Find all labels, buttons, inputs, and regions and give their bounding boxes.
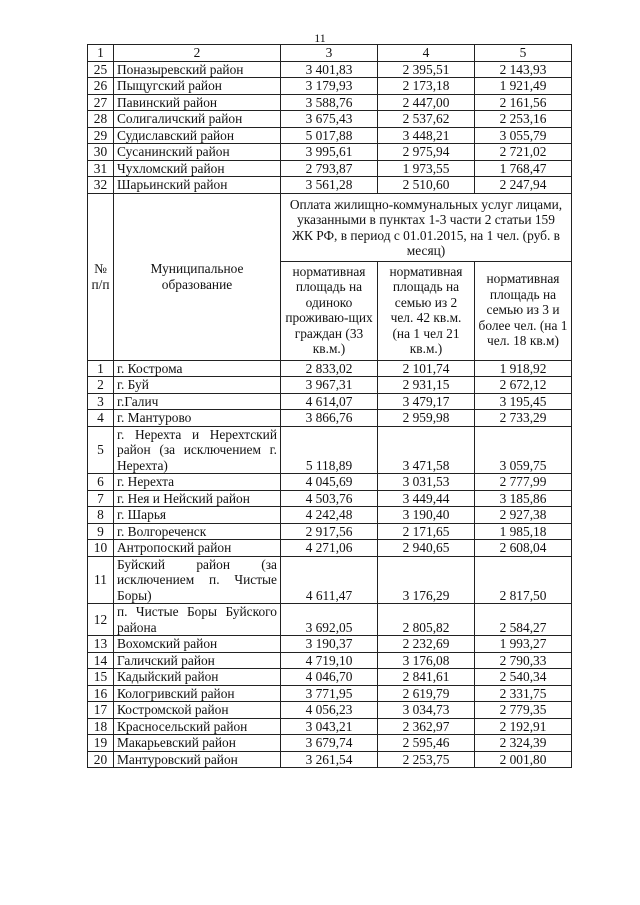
- header-family-3: нормативная площадь на семью из 3 и более чел. (на 1 чел. 18 кв.м): [475, 261, 572, 360]
- row-number: 13: [88, 636, 114, 653]
- municipality-name: Макарьевский район: [114, 735, 281, 752]
- value-single: 3 967,31: [281, 377, 378, 394]
- row-number: 1: [88, 360, 114, 377]
- value-single: 3 179,93: [281, 78, 378, 95]
- table-row: [88, 94, 572, 111]
- row-number: 3: [88, 393, 114, 410]
- table-row: [88, 540, 572, 557]
- row-number: 32: [88, 177, 114, 194]
- table-row: [88, 652, 572, 669]
- row-number: 14: [88, 652, 114, 669]
- value-family-2: 3 176,29: [378, 556, 475, 604]
- municipality-name: г. Нея и Нейский район: [114, 490, 281, 507]
- value-family-2: 3 031,53: [378, 474, 475, 491]
- municipality-name: Буйский район (за исключением п. Чистые Боры): [114, 556, 281, 604]
- page-number: 11: [314, 31, 326, 45]
- value-single: 2 833,02: [281, 360, 378, 377]
- municipality-name: Шарьинский район: [114, 177, 281, 194]
- value-single: 4 242,48: [281, 507, 378, 524]
- municipality-name: Солигаличский район: [114, 111, 281, 128]
- column-number: 4: [378, 45, 475, 62]
- row-number: 6: [88, 474, 114, 491]
- value-single: 2 793,87: [281, 160, 378, 177]
- value-family-3: 2 779,35: [475, 702, 572, 719]
- row-number: 17: [88, 702, 114, 719]
- table-row: [88, 556, 572, 604]
- row-number: 8: [88, 507, 114, 524]
- value-single: 3 692,05: [281, 604, 378, 636]
- table-row: [88, 127, 572, 144]
- value-family-3: 2 817,50: [475, 556, 572, 604]
- value-family-3: 3 185,86: [475, 490, 572, 507]
- table-row: [88, 685, 572, 702]
- value-single: 5 017,88: [281, 127, 378, 144]
- value-family-2: 2 975,94: [378, 144, 475, 161]
- header-family-2: нормативная площадь на семью из 2 чел. 42 кв.м. (на 1 чел 21 кв.м.): [378, 261, 475, 360]
- table-row: [88, 507, 572, 524]
- value-family-2: 2 101,74: [378, 360, 475, 377]
- value-family-3: 2 143,93: [475, 61, 572, 78]
- value-family-3: 1 985,18: [475, 523, 572, 540]
- municipality-name: Сусанинский район: [114, 144, 281, 161]
- row-number: 15: [88, 669, 114, 686]
- municipality-name: г. Нерехта: [114, 474, 281, 491]
- table-row: [88, 669, 572, 686]
- value-family-3: 2 790,33: [475, 652, 572, 669]
- value-family-3: 2 721,02: [475, 144, 572, 161]
- value-family-3: 2 540,34: [475, 669, 572, 686]
- value-family-2: 2 362,97: [378, 718, 475, 735]
- row-number: 26: [88, 78, 114, 95]
- municipality-name: г. Шарья: [114, 507, 281, 524]
- municipality-name: г.Галич: [114, 393, 281, 410]
- header-number: № п/п: [88, 193, 114, 360]
- municipality-name: Поназыревский район: [114, 61, 281, 78]
- row-number: 12: [88, 604, 114, 636]
- value-single: 4 614,07: [281, 393, 378, 410]
- value-family-3: 2 733,29: [475, 410, 572, 427]
- value-family-3: 2 324,39: [475, 735, 572, 752]
- value-single: 3 679,74: [281, 735, 378, 752]
- table-row: [88, 426, 572, 474]
- column-number: 1: [88, 45, 114, 62]
- value-family-3: 3 055,79: [475, 127, 572, 144]
- value-family-2: 3 190,40: [378, 507, 475, 524]
- municipality-name: Костромской район: [114, 702, 281, 719]
- table-row: [88, 160, 572, 177]
- value-family-2: 2 510,60: [378, 177, 475, 194]
- table-row: [88, 410, 572, 427]
- value-family-2: 2 395,51: [378, 61, 475, 78]
- value-single: 3 995,61: [281, 144, 378, 161]
- header-row-group: [88, 193, 572, 261]
- value-single: 4 271,06: [281, 540, 378, 557]
- municipality-name: Пыщугский район: [114, 78, 281, 95]
- table-row: [88, 474, 572, 491]
- value-family-3: 2 777,99: [475, 474, 572, 491]
- value-family-2: 2 619,79: [378, 685, 475, 702]
- value-single: 2 917,56: [281, 523, 378, 540]
- municipality-name: Вохомский район: [114, 636, 281, 653]
- row-number: 27: [88, 94, 114, 111]
- value-family-3: 2 927,38: [475, 507, 572, 524]
- table-row: [88, 393, 572, 410]
- value-family-3: 2 161,56: [475, 94, 572, 111]
- value-family-3: 3 195,45: [475, 393, 572, 410]
- value-single: 4 046,70: [281, 669, 378, 686]
- value-family-2: 3 449,44: [378, 490, 475, 507]
- value-single: 5 118,89: [281, 426, 378, 474]
- municipality-name: Галичский район: [114, 652, 281, 669]
- column-number: 3: [281, 45, 378, 62]
- municipality-name: Мантуровский район: [114, 751, 281, 768]
- row-number: 2: [88, 377, 114, 394]
- value-single: 4 045,69: [281, 474, 378, 491]
- municipality-name: г. Волгореченск: [114, 523, 281, 540]
- value-single: 3 261,54: [281, 751, 378, 768]
- value-single: 3 771,95: [281, 685, 378, 702]
- value-family-2: 3 471,58: [378, 426, 475, 474]
- value-family-2: 3 176,08: [378, 652, 475, 669]
- municipality-name: п. Чистые Боры Буйского района: [114, 604, 281, 636]
- municipality-name: Судиславский район: [114, 127, 281, 144]
- table-row: [88, 523, 572, 540]
- table-row: [88, 735, 572, 752]
- value-single: 3 561,28: [281, 177, 378, 194]
- row-number: 18: [88, 718, 114, 735]
- column-number-row: [88, 45, 572, 62]
- table-row: [88, 144, 572, 161]
- row-number: 19: [88, 735, 114, 752]
- row-number: 10: [88, 540, 114, 557]
- value-family-3: 2 001,80: [475, 751, 572, 768]
- value-family-3: 2 672,12: [475, 377, 572, 394]
- value-family-3: 2 331,75: [475, 685, 572, 702]
- value-single: 3 675,43: [281, 111, 378, 128]
- municipality-name: Павинский район: [114, 94, 281, 111]
- value-family-2: 3 479,17: [378, 393, 475, 410]
- value-family-2: 2 940,65: [378, 540, 475, 557]
- value-single: 4 056,23: [281, 702, 378, 719]
- row-number: 11: [88, 556, 114, 604]
- value-single: 4 719,10: [281, 652, 378, 669]
- value-single: 3 190,37: [281, 636, 378, 653]
- tariff-table: [87, 44, 572, 768]
- row-number: 5: [88, 426, 114, 474]
- header-single: нормативная площадь на одиноко проживаю-щих граждан (33 кв.м.): [281, 261, 378, 360]
- table-row: [88, 751, 572, 768]
- municipality-name: Красносельский район: [114, 718, 281, 735]
- header-group-title: Оплата жилищно-коммунальных услуг лицами, указанными в пунктах 1-3 части 2 статьи 159 ЖК РФ, в период с 01.01.2015, на 1 чел. (руб. в месяц): [281, 193, 572, 261]
- municipality-name: Чухломский район: [114, 160, 281, 177]
- value-family-3: 3 059,75: [475, 426, 572, 474]
- value-family-2: 2 841,61: [378, 669, 475, 686]
- row-number: 31: [88, 160, 114, 177]
- value-family-2: 2 595,46: [378, 735, 475, 752]
- value-single: 4 503,76: [281, 490, 378, 507]
- municipality-name: Антропоский район: [114, 540, 281, 557]
- column-number: 2: [114, 45, 281, 62]
- municipality-name: г. Мантурово: [114, 410, 281, 427]
- value-family-3: 1 993,27: [475, 636, 572, 653]
- value-family-3: 2 192,91: [475, 718, 572, 735]
- value-family-2: 2 447,00: [378, 94, 475, 111]
- value-single: 4 611,47: [281, 556, 378, 604]
- row-number: 16: [88, 685, 114, 702]
- municipality-name: г. Нерехта и Нерехтский район (за исключением г. Нерехта): [114, 426, 281, 474]
- table-row: [88, 490, 572, 507]
- table-row: [88, 718, 572, 735]
- row-number: 30: [88, 144, 114, 161]
- table-row: [88, 177, 572, 194]
- value-family-2: 2 253,75: [378, 751, 475, 768]
- value-family-2: 2 537,62: [378, 111, 475, 128]
- value-family-2: 2 232,69: [378, 636, 475, 653]
- value-single: 3 401,83: [281, 61, 378, 78]
- value-single: 3 043,21: [281, 718, 378, 735]
- value-family-3: 1 768,47: [475, 160, 572, 177]
- value-family-2: 3 034,73: [378, 702, 475, 719]
- municipality-name: г. Буй: [114, 377, 281, 394]
- value-family-2: 3 448,21: [378, 127, 475, 144]
- value-family-2: 2 959,98: [378, 410, 475, 427]
- row-number: 29: [88, 127, 114, 144]
- row-number: 9: [88, 523, 114, 540]
- header-municipality: Муниципальное образование: [114, 193, 281, 360]
- table-row: [88, 61, 572, 78]
- table-row: [88, 604, 572, 636]
- value-single: 3 866,76: [281, 410, 378, 427]
- value-family-3: 1 918,92: [475, 360, 572, 377]
- table-row: [88, 377, 572, 394]
- table-row: [88, 360, 572, 377]
- row-number: 28: [88, 111, 114, 128]
- value-family-3: 2 247,94: [475, 177, 572, 194]
- value-family-3: 2 253,16: [475, 111, 572, 128]
- row-number: 7: [88, 490, 114, 507]
- value-family-3: 2 608,04: [475, 540, 572, 557]
- row-number: 20: [88, 751, 114, 768]
- table-row: [88, 702, 572, 719]
- table-row: [88, 636, 572, 653]
- value-family-2: 1 973,55: [378, 160, 475, 177]
- value-family-3: 1 921,49: [475, 78, 572, 95]
- municipality-name: Кадыйский район: [114, 669, 281, 686]
- municipality-name: г. Кострома: [114, 360, 281, 377]
- value-family-2: 2 805,82: [378, 604, 475, 636]
- value-family-2: 2 173,18: [378, 78, 475, 95]
- value-family-3: 2 584,27: [475, 604, 572, 636]
- column-number: 5: [475, 45, 572, 62]
- table-row: [88, 78, 572, 95]
- value-single: 3 588,76: [281, 94, 378, 111]
- row-number: 25: [88, 61, 114, 78]
- value-family-2: 2 931,15: [378, 377, 475, 394]
- table-row: [88, 111, 572, 128]
- row-number: 4: [88, 410, 114, 427]
- value-family-2: 2 171,65: [378, 523, 475, 540]
- municipality-name: Кологривский район: [114, 685, 281, 702]
